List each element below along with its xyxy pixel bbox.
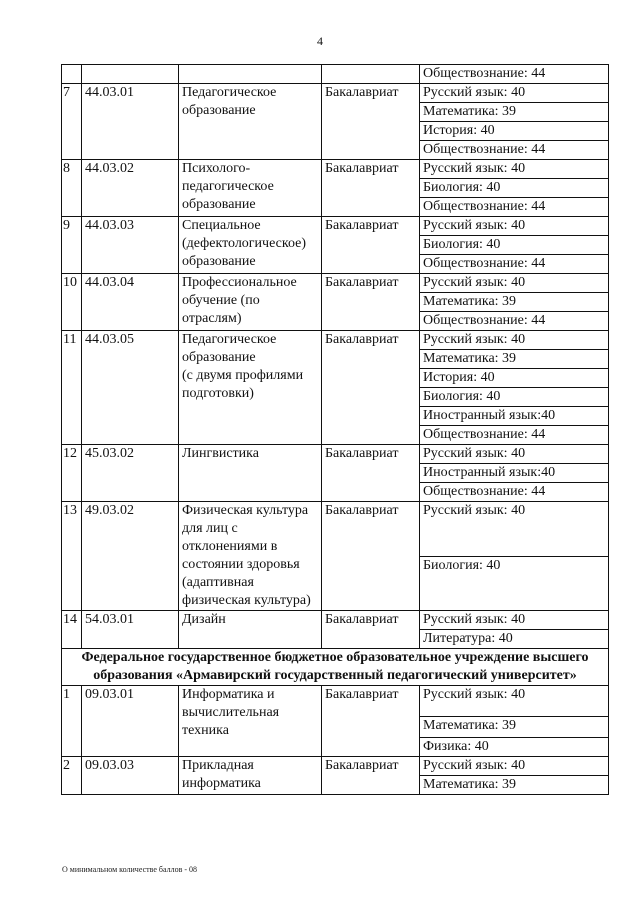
program-name-cell: Педагогическое образование (с двумя профилями подготовки) <box>179 331 322 445</box>
code-cell: 44.03.04 <box>82 274 179 331</box>
table-row <box>62 331 609 350</box>
code-cell: 09.03.03 <box>82 757 179 795</box>
subject-cell: Русский язык: 40 <box>420 445 609 464</box>
row-number-cell: 1 <box>62 686 82 757</box>
university-heading: Федеральное государственное бюджетное образовательное учреждение высшего образования «Армавирский государственный педагогический университет» <box>62 649 609 686</box>
subject-cell: История: 40 <box>420 122 609 141</box>
subject-cell: Биология: 40 <box>420 388 609 407</box>
program-name-cell: Специальное (дефектологическое) образование <box>179 217 322 274</box>
code-cell: 44.03.02 <box>82 160 179 217</box>
level-cell <box>322 65 420 84</box>
table-row <box>62 611 609 630</box>
subject-cell: Русский язык: 40 <box>420 611 609 630</box>
subject-cell: Биология: 40 <box>420 179 609 198</box>
table-row <box>62 84 609 103</box>
subject-cell: Обществознание: 44 <box>420 65 609 84</box>
level-cell: Бакалавриат <box>322 217 420 274</box>
row-number-cell: 10 <box>62 274 82 331</box>
level-cell: Бакалавриат <box>322 274 420 331</box>
code-cell: 44.03.01 <box>82 84 179 160</box>
program-name-cell: Профессиональное обучение (по отраслям) <box>179 274 322 331</box>
subject-cell: Русский язык: 40 <box>420 757 609 776</box>
footer-note: О минимальном количестве баллов - 08 <box>62 865 198 874</box>
subject-cell: Физика: 40 <box>420 738 609 757</box>
subject-cell: Биология: 40 <box>420 236 609 255</box>
program-name-cell: Психолого- педагогическое образование <box>179 160 322 217</box>
row-number-cell: 7 <box>62 84 82 160</box>
subject-cell: Математика: 39 <box>420 103 609 122</box>
subject-cell: Обществознание: 44 <box>420 255 609 274</box>
subject-cell: Русский язык: 40 <box>420 274 609 293</box>
subject-cell: Русский язык: 40 <box>420 84 609 103</box>
subject-cell: Русский язык: 40 <box>420 160 609 179</box>
table-row <box>62 217 609 236</box>
program-name-cell <box>179 65 322 84</box>
subject-cell: Математика: 39 <box>420 350 609 369</box>
subject-cell: Литература: 40 <box>420 630 609 649</box>
level-cell: Бакалавриат <box>322 502 420 611</box>
subject-cell: Русский язык: 40 <box>420 217 609 236</box>
row-number-cell: 11 <box>62 331 82 445</box>
row-number-cell: 2 <box>62 757 82 795</box>
table-row <box>62 757 609 776</box>
table-row <box>62 502 609 557</box>
section-heading-row <box>62 649 609 686</box>
level-cell: Бакалавриат <box>322 160 420 217</box>
subject-cell: Русский язык: 40 <box>420 686 609 717</box>
row-number-cell: 8 <box>62 160 82 217</box>
subject-cell: Математика: 39 <box>420 776 609 795</box>
level-cell: Бакалавриат <box>322 84 420 160</box>
subject-cell: Математика: 39 <box>420 717 609 738</box>
code-cell <box>82 65 179 84</box>
page-number: 4 <box>317 34 323 48</box>
code-cell: 49.03.02 <box>82 502 179 611</box>
table-row <box>62 686 609 717</box>
code-cell: 54.03.01 <box>82 611 179 649</box>
program-name-cell: Физическая культура для лиц с отклонениями в состоянии здоровья (адаптивная физическая культура) <box>179 502 322 611</box>
level-cell: Бакалавриат <box>322 331 420 445</box>
code-cell: 44.03.05 <box>82 331 179 445</box>
program-name-cell: Дизайн <box>179 611 322 649</box>
table-row <box>62 274 609 293</box>
subject-cell: Математика: 39 <box>420 293 609 312</box>
level-cell: Бакалавриат <box>322 445 420 502</box>
code-cell: 44.03.03 <box>82 217 179 274</box>
admission-table <box>61 64 609 795</box>
level-cell: Бакалавриат <box>322 686 420 757</box>
subject-cell: Биология: 40 <box>420 556 609 611</box>
program-name-cell: Прикладная информатика <box>179 757 322 795</box>
row-number-cell: 12 <box>62 445 82 502</box>
subject-cell: Обществознание: 44 <box>420 141 609 160</box>
level-cell: Бакалавриат <box>322 611 420 649</box>
program-name-cell: Педагогическое образование <box>179 84 322 160</box>
row-number-cell: 14 <box>62 611 82 649</box>
subject-cell: История: 40 <box>420 369 609 388</box>
subject-cell: Иностранный язык:40 <box>420 407 609 426</box>
subject-cell: Обществознание: 44 <box>420 426 609 445</box>
program-name-cell: Лингвистика <box>179 445 322 502</box>
subject-cell: Обществознание: 44 <box>420 483 609 502</box>
subject-cell: Русский язык: 40 <box>420 331 609 350</box>
subject-cell: Иностранный язык:40 <box>420 464 609 483</box>
row-number-cell <box>62 65 82 84</box>
table-row <box>62 160 609 179</box>
row-number-cell: 9 <box>62 217 82 274</box>
program-name-cell: Информатика и вычислительная техника <box>179 686 322 757</box>
table-row <box>62 65 609 84</box>
subject-cell: Обществознание: 44 <box>420 312 609 331</box>
code-cell: 45.03.02 <box>82 445 179 502</box>
row-number-cell: 13 <box>62 502 82 611</box>
code-cell: 09.03.01 <box>82 686 179 757</box>
level-cell: Бакалавриат <box>322 757 420 795</box>
table-row <box>62 445 609 464</box>
subject-cell: Обществознание: 44 <box>420 198 609 217</box>
subject-cell: Русский язык: 40 <box>420 502 609 557</box>
